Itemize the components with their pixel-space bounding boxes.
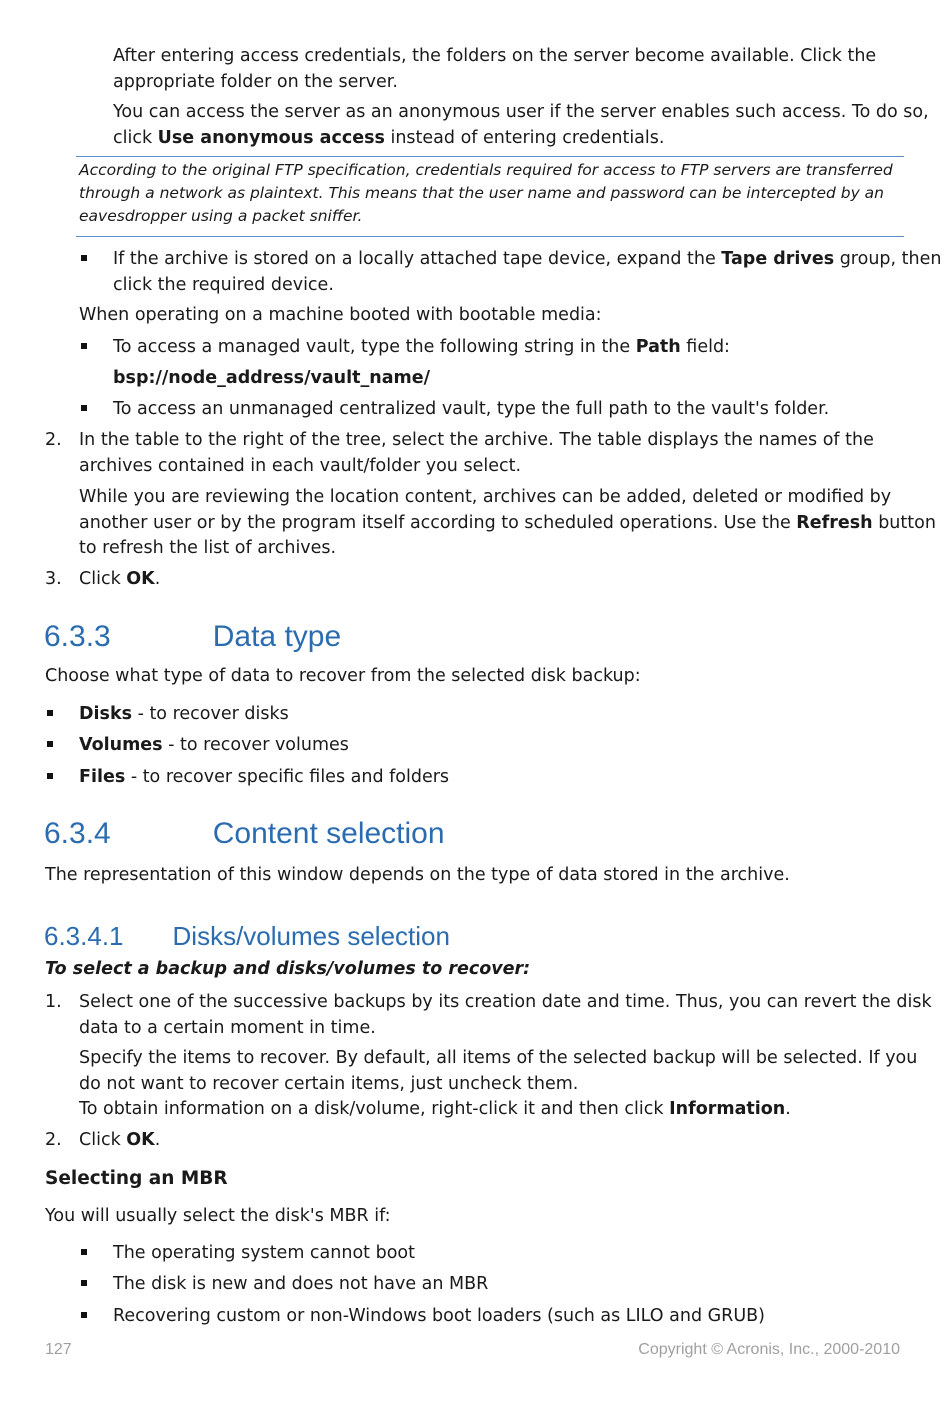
data-type-item-volumes: [79, 733, 349, 759]
data-type-item-files: [79, 765, 449, 791]
ftp-note-box: [76, 156, 904, 237]
intro-p2-text-end: instead of entering credentials.: [384, 127, 665, 148]
item-text: - to recover volumes: [162, 735, 349, 755]
tape-text-end: group, then: [834, 249, 942, 269]
bullet-icon: [81, 1280, 87, 1286]
step-2-paragraph: [79, 485, 936, 562]
vault-path-string: bsp://node_address/vault_name/: [113, 368, 431, 388]
ok-term: OK: [126, 1130, 155, 1150]
refresh-term: Refresh: [796, 512, 873, 533]
intro-p2-line1: You can access the server as an anonymous user if the server enables such access. To do so,: [113, 102, 929, 122]
step2-line1: In the table to the right of the tree, select the archive. The table displays the names of the: [79, 430, 874, 450]
procedure-title: To select a backup and disks/volumes to recover:: [45, 959, 531, 979]
intro-p2-line2: [113, 126, 929, 152]
step-3-text: [79, 567, 160, 593]
intro-p2-text: click: [113, 127, 158, 148]
step2-p-text-end: button: [872, 512, 936, 533]
bullet-icon: [81, 343, 87, 349]
step2-p-text: another user or by the program itself according to scheduled operations. Use the: [79, 512, 797, 533]
intro-paragraph-1: [113, 44, 876, 95]
intro-paragraph-2: [113, 100, 929, 151]
dv-step1-line1: Select one of the successive backups by its creation date and time. Thus, you can revert the disk: [79, 992, 932, 1012]
mbr-item: Recovering custom or non-Windows boot loaders (such as LILO and GRUB): [113, 1306, 765, 1326]
step-number: 3.: [45, 569, 62, 589]
section-title: Content selection: [212, 817, 445, 850]
bullet-icon: [81, 255, 87, 261]
mbr-intro: You will usually select the disk's MBR if:: [45, 1206, 391, 1226]
step2-p-line1: While you are reviewing the location content, archives can be added, deleted or modified by: [79, 487, 892, 507]
data-type-item-disks: [79, 702, 289, 728]
section-number: 6.3.3: [44, 620, 111, 653]
copyright-notice: Copyright © Acronis, Inc., 2000-2010: [638, 1341, 900, 1358]
dv-step2-text-end: .: [154, 1130, 161, 1150]
intro-p1-line1: After entering access credentials, the folders on the server become available. Click the: [113, 46, 877, 66]
subsection-number: 6.3.4.1: [44, 921, 124, 951]
mbr-heading: Selecting an MBR: [45, 1168, 228, 1189]
bullet-icon: [81, 1312, 87, 1318]
mbr-item: The disk is new and does not have an MBR: [113, 1274, 489, 1294]
intro-p1-line2: appropriate folder on the server.: [113, 71, 398, 92]
section-heading-data-type: [44, 620, 341, 654]
tape-drives-item: [113, 247, 941, 298]
dv-step-1-text: [79, 990, 932, 1041]
tape-line1: [113, 247, 941, 273]
step2-line2: archives contained in each vault/folder you select.: [79, 455, 522, 476]
bootable-intro: When operating on a machine booted with bootable media:: [79, 305, 602, 325]
dv-step-1-paragraph: [79, 1046, 917, 1123]
dv-step1-text-end: .: [785, 1099, 791, 1119]
step-2-text: [79, 428, 874, 479]
bullet-icon: [81, 405, 87, 411]
anonymous-access-term: Use anonymous access: [157, 127, 385, 148]
note-line1: According to the original FTP specification, credentials required for access to FTP servers are transferred: [79, 161, 893, 179]
section-heading-content-selection: [44, 817, 445, 851]
tape-text: If the archive is stored on a locally attached tape device, expand the: [113, 249, 722, 269]
dv-step1-line2: data to a certain moment in time.: [79, 1017, 376, 1038]
step3-text: Click: [79, 569, 127, 589]
bullet-icon: [47, 773, 53, 779]
item-term: Volumes: [79, 735, 163, 755]
subsection-title: Disks/volumes selection: [172, 921, 450, 951]
ftp-note-text: [79, 159, 893, 228]
section-title: Data type: [212, 620, 342, 653]
step-number: 1.: [45, 992, 62, 1012]
managed-vault-text-end: field:: [680, 337, 730, 357]
item-term: Disks: [79, 704, 132, 724]
item-text: - to recover specific files and folders: [125, 767, 450, 787]
tape-drives-term: Tape drives: [721, 249, 835, 269]
bullet-icon: [47, 741, 53, 747]
dv-step2-text: Click: [79, 1130, 127, 1150]
step2-p-line2: [79, 511, 936, 537]
step3-text-end: .: [154, 569, 161, 589]
dv-step1-p-line2: do not want to recover certain items, just uncheck them.: [79, 1073, 579, 1094]
step-number: 2.: [45, 1130, 62, 1150]
dv-step1-text: To obtain information on a disk/volume, right-click it and then click: [79, 1099, 670, 1119]
step-number: 2.: [45, 430, 62, 450]
bullet-icon: [47, 710, 53, 716]
managed-vault-text: To access a managed vault, type the following string in the: [113, 337, 636, 357]
step2-p-line3: to refresh the list of archives.: [79, 538, 337, 558]
dv-step-2-text: [79, 1128, 160, 1154]
section-number: 6.3.4: [44, 817, 111, 850]
tape-line2: click the required device.: [113, 274, 334, 295]
page-number: 127: [45, 1341, 72, 1358]
mbr-item: The operating system cannot boot: [113, 1243, 415, 1263]
bullet-icon: [81, 1249, 87, 1255]
information-term: Information: [669, 1099, 786, 1119]
note-line3: eavesdropper using a packet sniffer.: [79, 207, 363, 225]
item-text: - to recover disks: [132, 704, 289, 724]
item-term: Files: [79, 767, 126, 787]
subsection-heading-disks-volumes: [44, 921, 450, 952]
data-type-intro: Choose what type of data to recover from the selected disk backup:: [45, 666, 641, 686]
path-term: Path: [635, 337, 681, 357]
ok-term: OK: [126, 569, 155, 589]
dv-step1-p-line3: [79, 1097, 917, 1123]
unmanaged-vault-item: To access an unmanaged centralized vault, type the full path to the vault's folder.: [113, 399, 830, 419]
note-line2: through a network as plaintext. This means that the user name and password can be intercepted by an: [79, 184, 885, 202]
dv-step1-p-line1: Specify the items to recover. By default, all items of the selected backup will be selected. If you: [79, 1048, 918, 1068]
managed-vault-item: [113, 335, 730, 361]
content-selection-intro: The representation of this window depends on the type of data stored in the archive.: [45, 865, 790, 885]
